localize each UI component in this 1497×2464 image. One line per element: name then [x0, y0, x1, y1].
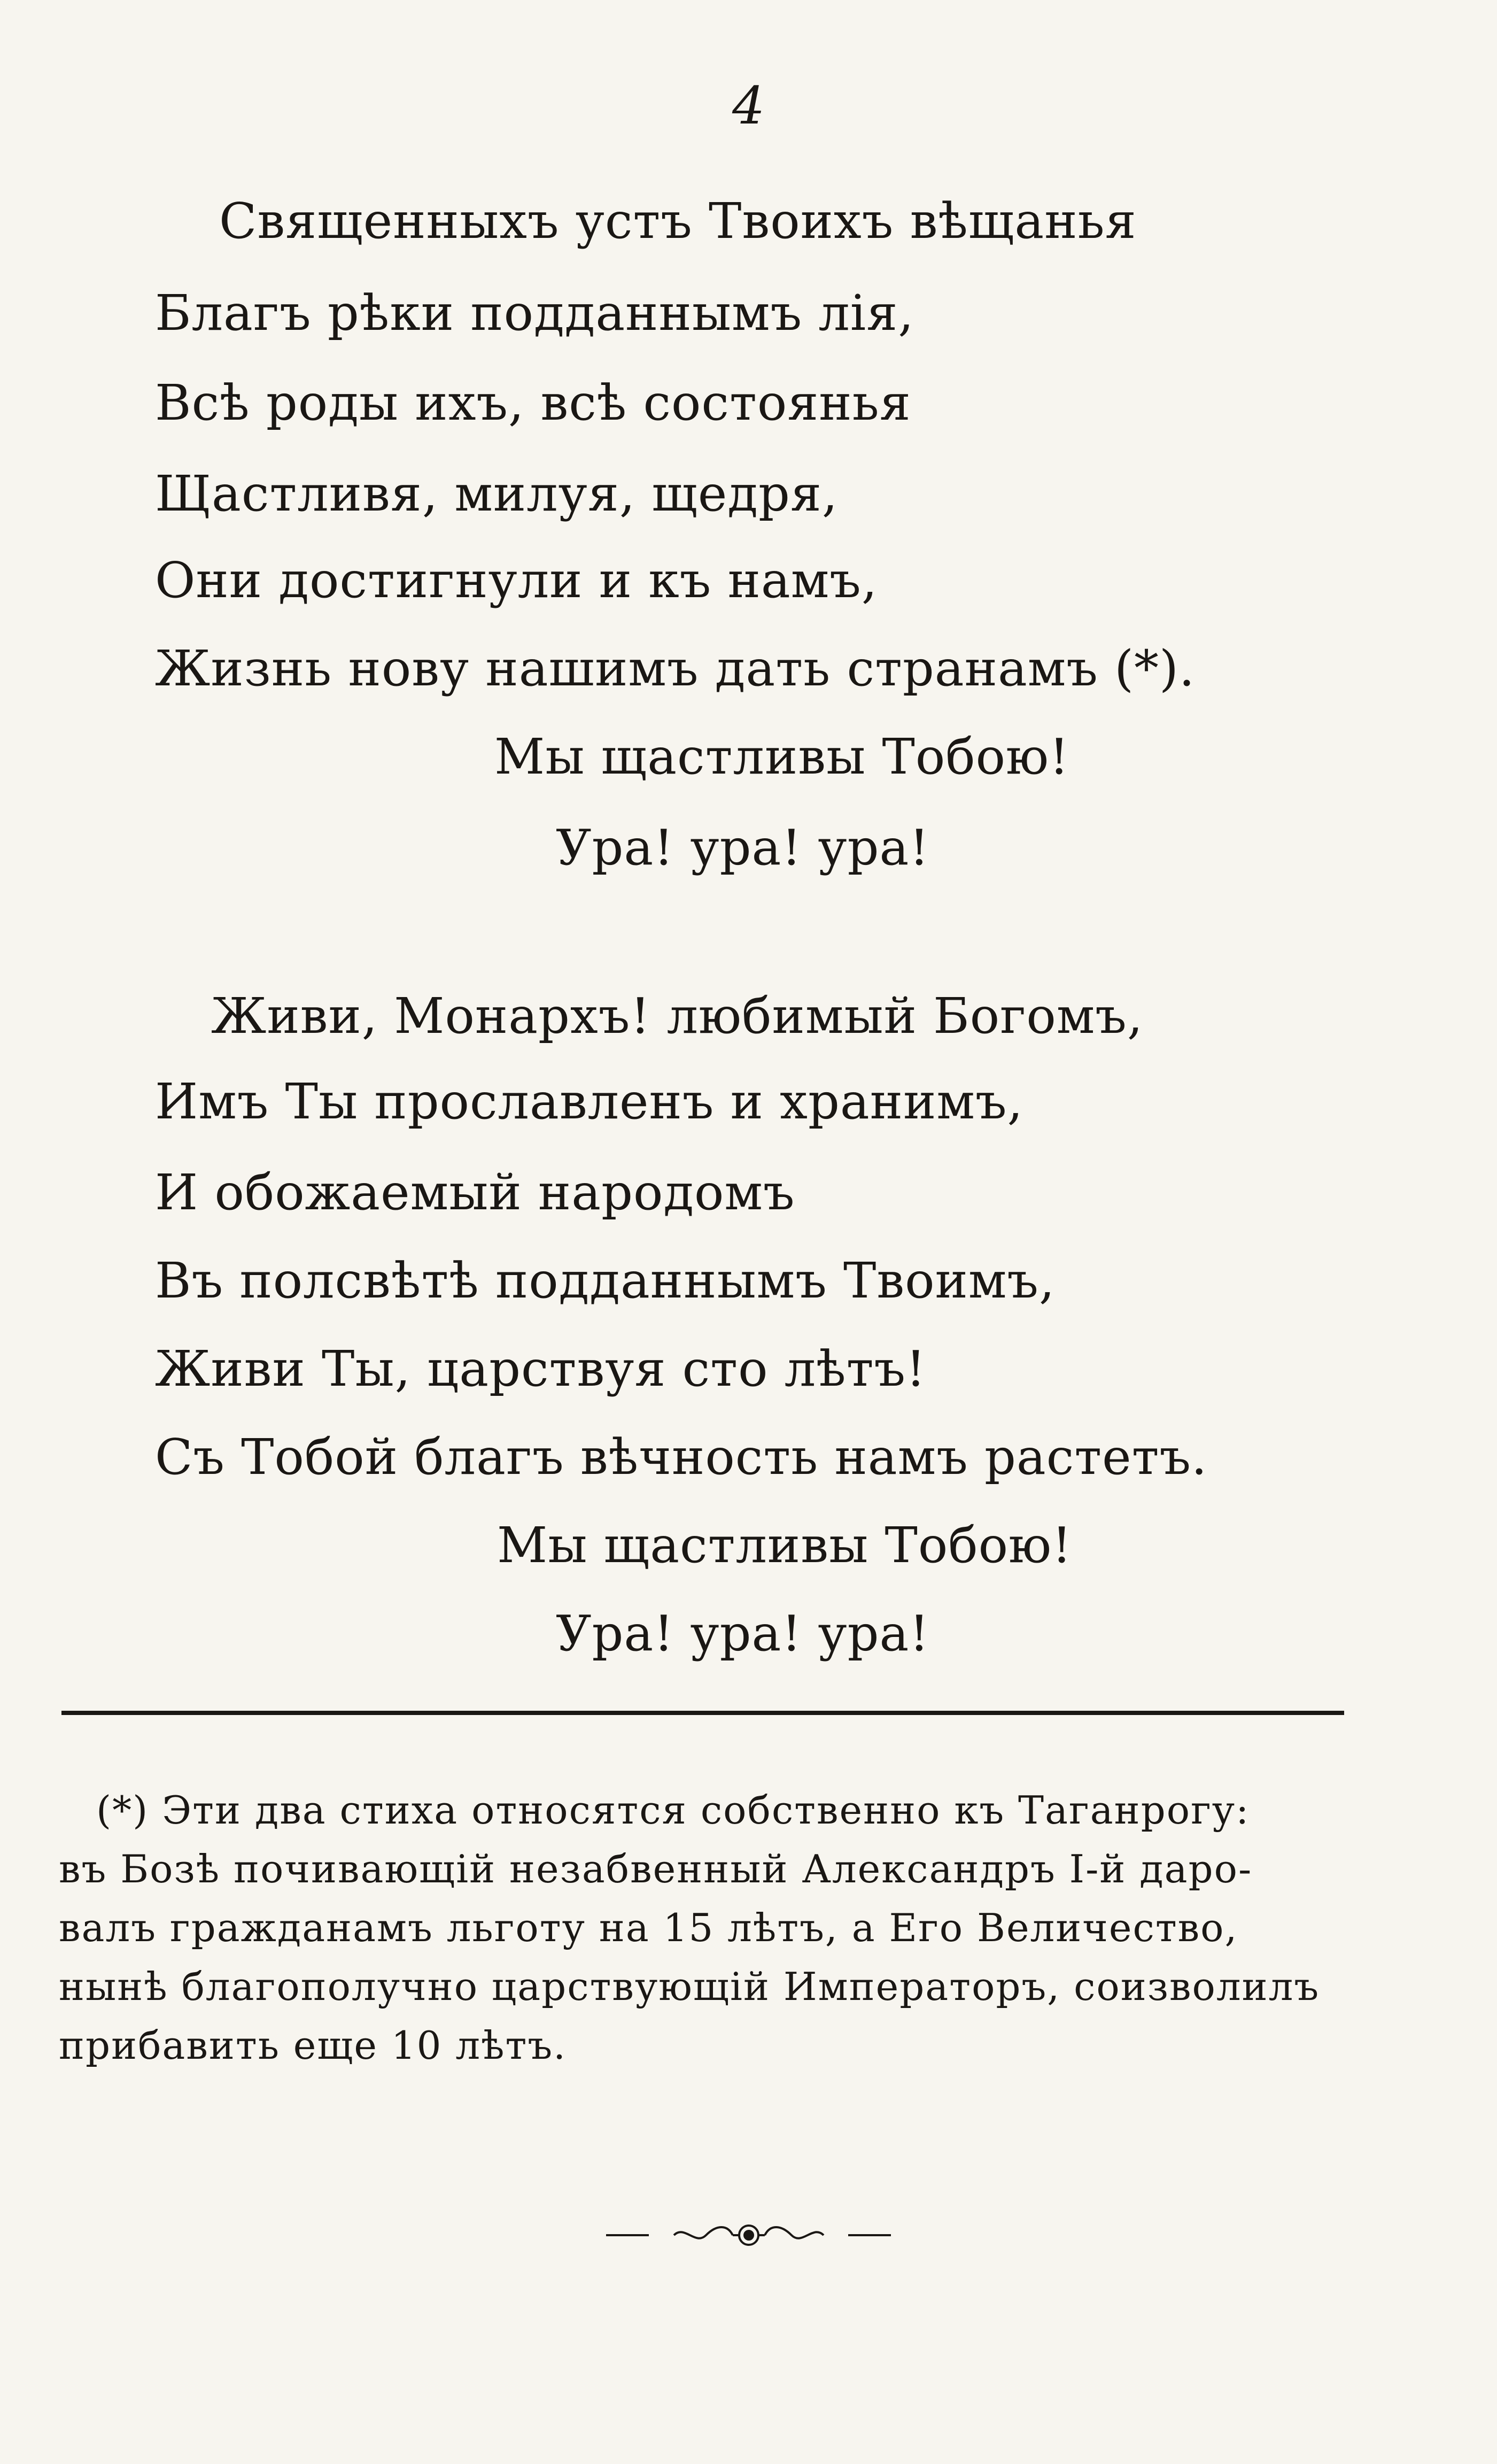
verse-line: Въ полсвѣтѣ подданнымъ Твоимъ, [155, 1252, 1056, 1309]
page-number: 4 [732, 76, 765, 136]
verse-line: Священныхъ устъ Твоихъ вѣщанья [219, 192, 1137, 250]
footnote-line: валъ гражданамъ льготу на 15 лѣтъ, а Его Величество, [59, 1905, 1238, 1950]
verse-line: Имъ Ты прославленъ и хранимъ, [155, 1073, 1023, 1130]
verse-line: Щастливя, милуя, щедря, [155, 465, 839, 522]
footnote-rule [61, 1711, 1344, 1715]
refrain-line: Ура! ура! ура! [556, 1605, 930, 1662]
verse-line: Съ Тобой благъ вѣчность намъ растетъ. [155, 1428, 1208, 1486]
verse-line: Живи Ты, царствуя сто лѣтъ! [155, 1340, 927, 1397]
refrain-line: Мы щастливы Тобою! [494, 728, 1070, 785]
verse-line: Жизнь нову нашимъ дать странамъ (*). [155, 640, 1196, 697]
verse-line: Благъ рѣки подданнымъ лія, [155, 284, 914, 342]
footnote-line: нынѣ благополучно царствующій Императоръ, соизволилъ [59, 1964, 1320, 2009]
verse-line: Они достигнули и къ намъ, [155, 552, 878, 609]
footnote-line: прибавить еще 10 лѣтъ. [59, 2023, 567, 2068]
verse-line: Живи, Монархъ! любимый Богомъ, [211, 987, 1144, 1045]
refrain-line: Мы щастливы Тобою! [497, 1517, 1073, 1574]
verse-line: И обожаемый народомъ [155, 1164, 795, 1221]
verse-line: Всѣ роды ихъ, всѣ состоянья [155, 374, 911, 431]
footnote-line: (*) Эти два стиха относятся собственно къ Таганрогу: [96, 1788, 1250, 1833]
refrain-line: Ура! ура! ура! [556, 819, 930, 876]
floral-ornament-icon [0, 2213, 1497, 2251]
footnote-line: въ Бозѣ почивающій незабвенный Александръ I-й даро- [59, 1847, 1253, 1891]
